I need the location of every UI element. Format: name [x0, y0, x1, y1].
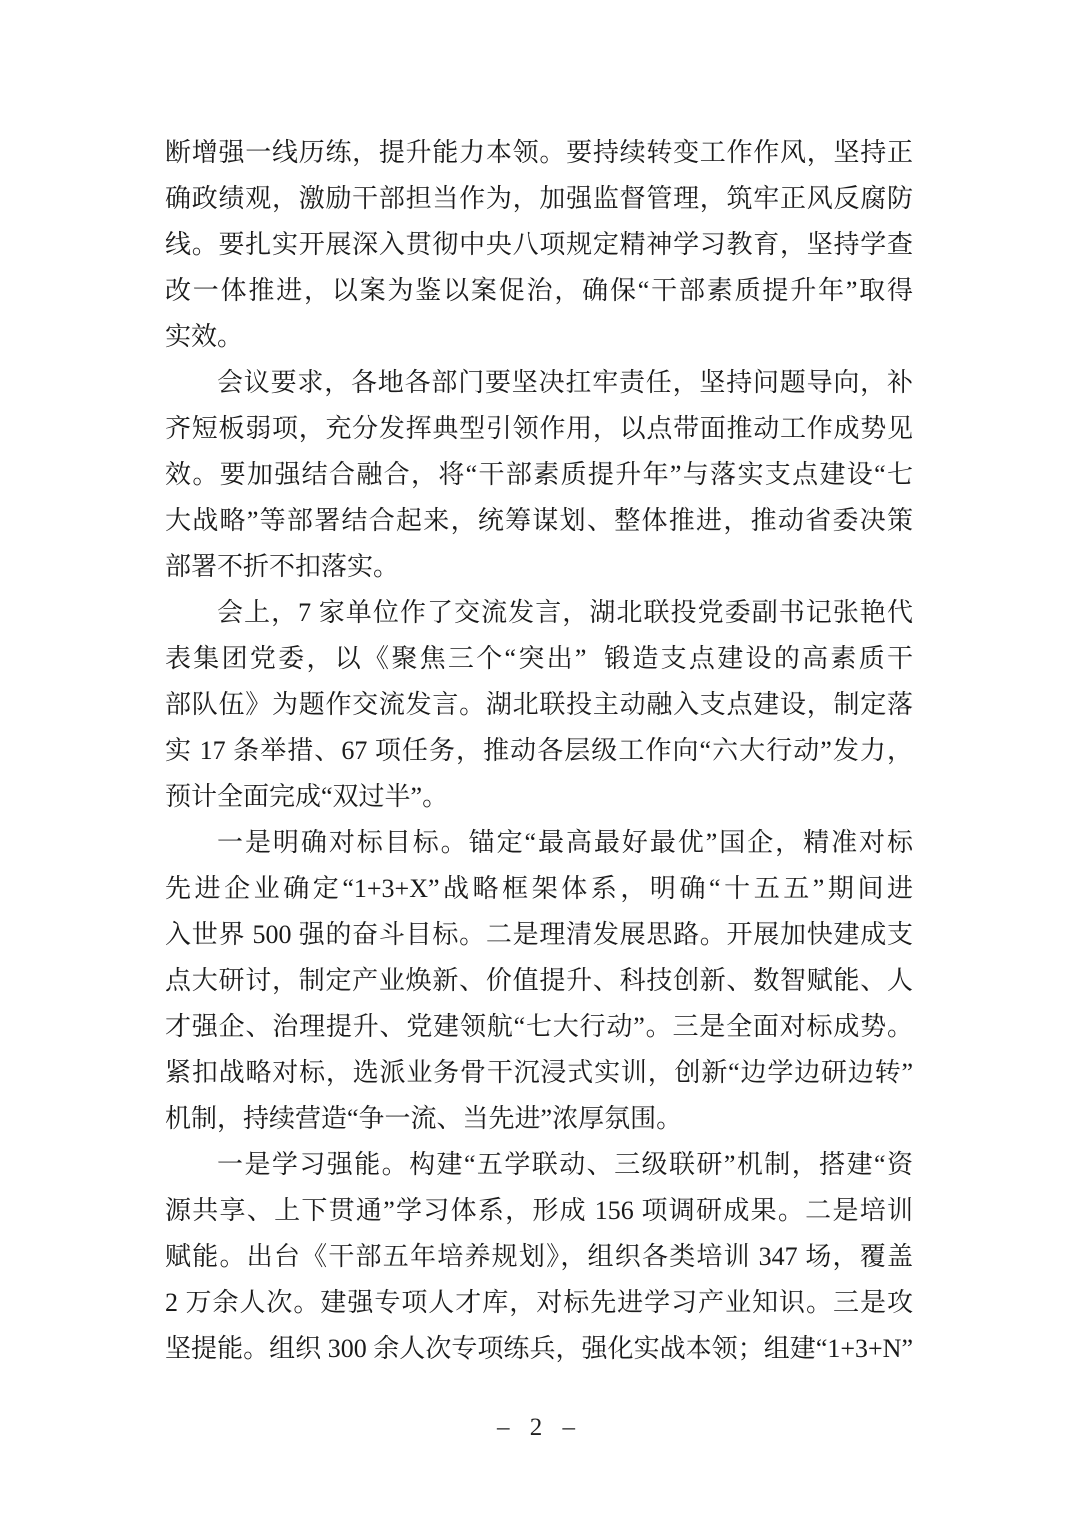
text-line: 表集团党委，以《聚焦三个“突出” 锻造支点建设的高素质干	[165, 644, 913, 673]
text-line: 一是学习强能。构建“五学联动、三级联研”机制，搭建“资	[217, 1150, 913, 1179]
text-line: 2 万余人次。建强专项人才库，对标先进学习产业知识。三是攻	[165, 1288, 913, 1317]
text-line: 部队伍》为题作交流发言。湖北联投主动融入支点建设，制定落	[165, 690, 913, 719]
text-line: 入世界 500 强的奋斗目标。二是理清发展思路。开展加快建成支	[165, 920, 913, 949]
text-line: 先进企业确定“1+3+X”战略框架体系，明确“十五五”期间进	[165, 874, 913, 903]
text-line: 点大研讨，制定产业焕新、价值提升、科技创新、数智赋能、人	[165, 966, 913, 995]
text-line: 预计全面完成“双过半”。	[165, 782, 449, 811]
text-line: 源共享、上下贯通”学习体系，形成 156 项调研成果。二是培训	[165, 1196, 913, 1225]
text-line: 线。要扎实开展深入贯彻中央八项规定精神学习教育，坚持学查	[165, 230, 913, 259]
text-line: 紧扣战略对标，选派业务骨干沉浸式实训，创新“边学边研边转”	[165, 1058, 913, 1087]
text-line: 一是明确对标目标。锚定“最高最好最优”国企，精准对标	[217, 828, 913, 857]
text-line: 断增强一线历练，提升能力本领。要持续转变工作作风，坚持正	[165, 138, 913, 167]
text-line: 实 17 条举措、67 项任务，推动各层级工作向“六大行动”发力，	[165, 736, 913, 765]
text-line: 赋能。出台《干部五年培养规划》，组织各类培训 347 场，覆盖	[165, 1242, 913, 1271]
text-line: 会议要求，各地各部门要坚决扛牢责任，坚持问题导向，补	[217, 368, 913, 397]
text-line: 实效。	[165, 322, 244, 351]
text-line: 才强企、治理提升、党建领航“七大行动”。三是全面对标成势。	[165, 1012, 913, 1041]
text-line: 效。要加强结合融合，将“干部素质提升年”与落实支点建设“七	[165, 460, 913, 489]
text-line: 改一体推进，以案为鉴以案促治，确保“干部素质提升年”取得	[165, 276, 913, 305]
page-number: – 2 –	[497, 1414, 577, 1441]
text-line: 部署不折不扣落实。	[165, 552, 400, 581]
document-body	[165, 130, 913, 1372]
text-line: 坚提能。组织 300 余人次专项练兵，强化实战本领；组建“1+3+N”	[165, 1334, 913, 1363]
text-line: 会上，7 家单位作了交流发言，湖北联投党委副书记张艳代	[217, 598, 913, 627]
text-line: 大战略”等部署结合起来，统筹谋划、整体推进，推动省委决策	[165, 506, 913, 535]
text-line: 齐短板弱项，充分发挥典型引领作用，以点带面推动工作成势见	[165, 414, 913, 443]
text-line: 确政绩观，激励干部担当作为，加强监督管理，筑牢正风反腐防	[165, 184, 913, 213]
text-line: 机制，持续营造“争一流、当先进”浓厚氛围。	[165, 1104, 683, 1133]
